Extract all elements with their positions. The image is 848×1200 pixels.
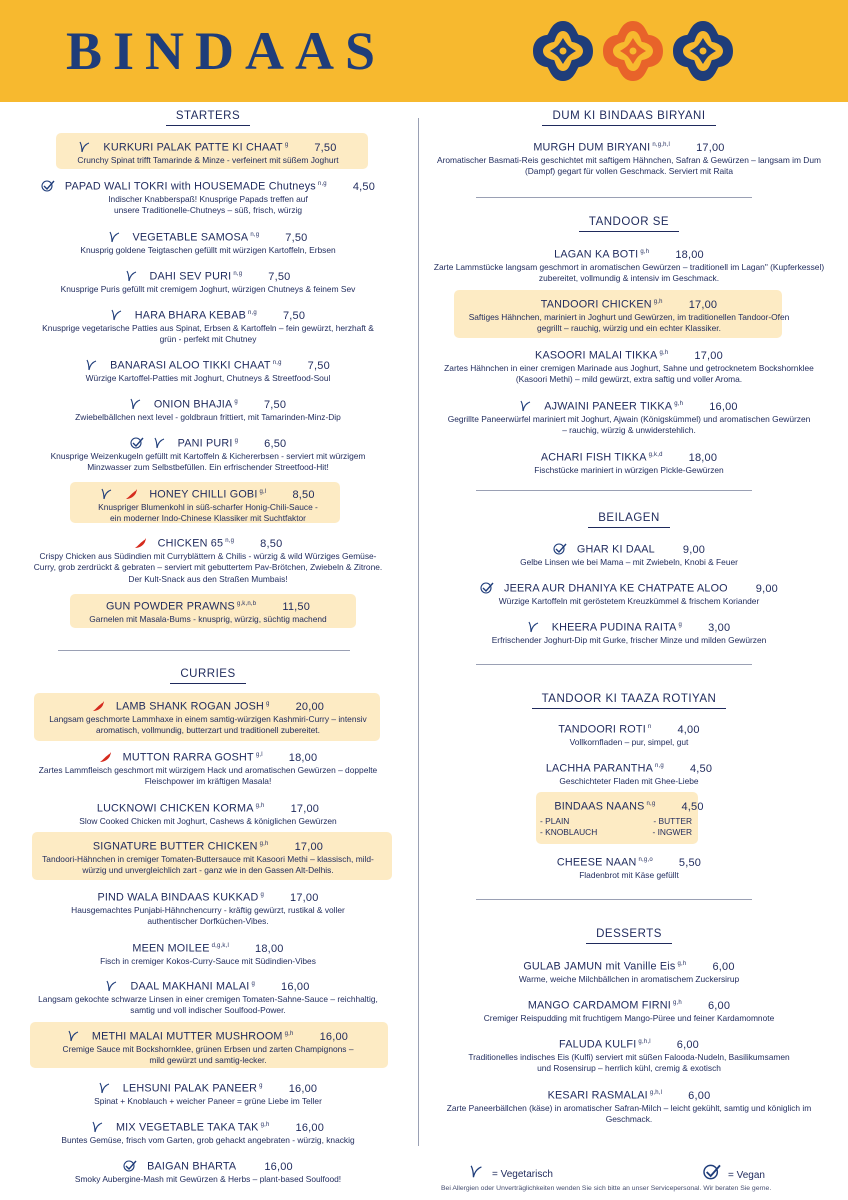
leaf-sprout-icon bbox=[86, 359, 100, 371]
header-banner bbox=[0, 0, 848, 102]
tile-ornament-icon bbox=[530, 18, 736, 84]
vegan-check-icon bbox=[702, 1164, 722, 1180]
column-divider bbox=[418, 118, 419, 1146]
menu-item: KURKURI PALAK PATTE KI CHAAT $^g$ 7,50 Crunchy Spinat trifft Tamarinde & Minze - verfeinert mit süßem Joghurt bbox=[77, 141, 339, 165]
leaf-sprout-icon bbox=[92, 1121, 106, 1133]
section-title-biryani: DUM KI BINDAAS BIRYANI bbox=[426, 110, 832, 122]
section-divider bbox=[476, 490, 752, 491]
menu-item: METHI MALAI MUTTER MUSHROOM $^{g,h}$ 16,00 Cremige Sauce mit Bockshornklee, grünen Erbsen und zarten Champignons – mild gewürzt und samtig-lecker. bbox=[62, 1030, 354, 1066]
vegan-check-icon bbox=[130, 437, 144, 449]
leaf-sprout-icon bbox=[79, 141, 93, 153]
allergy-footnote: Bei Allergien oder Unverträglichkeiten wenden Sie sich bitte an unser Servicepersonal. Wir beraten Sie gerne. bbox=[441, 1185, 772, 1192]
right-column bbox=[426, 102, 832, 1200]
leaf-sprout-icon bbox=[528, 621, 542, 633]
menu-item: MUTTON RARRA GOSHT $^{g,l}$ 18,00 Zartes Lammfleisch geschmort mit würzigem Hack und aromatischen Gewürzen – doppelte Fleischpower im kräftigen Masala! bbox=[38, 751, 378, 787]
chili-icon bbox=[99, 751, 113, 763]
menu-item: TANDOORI CHICKEN $^{g,h}$ 17,00 Saftiges Hähnchen, mariniert in Joghurt und Gewürzen, im traditionellen Tandoor-Ofen gegrillt – rauchig, würzig und ein echter Klassiker. bbox=[468, 298, 790, 334]
menu-item: MANGO CARDAMOM FIRNI $^{g,h}$ 6,00 Cremiger Reispudding mit fruchtigem Mango-Püree und feiner Kardamomnote bbox=[483, 999, 775, 1023]
section-title-tandoor: TANDOOR SE bbox=[426, 216, 832, 228]
brand-logo: BINDAAS bbox=[66, 21, 387, 81]
menu-item: LAGAN KA BOTI $^{g,h}$ 18,00 Zarte Lammstücke langsam geschmort in aromatischen Gewürzen – traditionell im Lagan" (Kupferkessel) zubereitet, vollmundig & intensiv im Geschmack. bbox=[433, 248, 825, 284]
menu-item: MIX VEGETABLE TAKA TAK $^{g,h}$ 16,00 Buntes Gemüse, frisch vom Garten, grob gehackt angebraten - würzig, knackig bbox=[61, 1121, 355, 1145]
menu-item: CHICKEN 65 $^{n,g}$ 8,50 Crispy Chicken aus Südindien mit Curryblättern & Chilis - würzig & wild Würziges Gemüse-Curry, grob zerdrückt & gebraten – serviert mit gebuttertem Pav-Brötchen, Zwiebeln & Zitrone. Der Kult-Snack aus den Straßen Mumbais! bbox=[33, 537, 383, 584]
leaf-sprout-icon bbox=[99, 1082, 113, 1094]
section-title-desserts: DESSERTS bbox=[426, 928, 832, 940]
section-divider bbox=[476, 197, 752, 198]
leaf-sprout-icon bbox=[111, 309, 125, 321]
menu-item: KHEERA PUDINA RAITA $^g$ 3,00 Erfrischender Joghurt-Dip mit Gurke, frischer Minze und milden Gewürzen bbox=[491, 621, 767, 645]
menu-item: GULAB JAMUN mit Vanille Eis $^{g,h}$ 6,00 Warme, weiche Milchbällchen in aromatischem Zuckersirup bbox=[518, 960, 740, 984]
menu-item: BINDAAS NAANS $^{n,g}$ 4,50 - PLAIN - BUTTER - KNOBLAUCH - INGWER bbox=[540, 800, 704, 838]
menu-item: LUCKNOWI CHICKEN KORMA $^{g,h}$ 17,00 Slow Cooked Chicken mit Joghurt, Cashews & königlichen Gewürzen bbox=[79, 802, 337, 826]
menu-item: KASOORI MALAI TIKKA $^{g,h}$ 17,00 Zartes Hähnchen in einer cremigen Marinade aus Joghurt, Sahne und getrocknetem Bockshornklee (Kasoori Methi) – mild gewürzt, extra saftig und voller Aroma. bbox=[444, 349, 814, 385]
leaf-sprout-icon bbox=[130, 398, 144, 410]
menu-item: ACHARI FISH TIKKA $^{g,k,d}$ 18,00 Fischstücke mariniert in würzigen Pickle-Gewürzen bbox=[534, 451, 724, 475]
menu-item: KESARI RASMALAI $^{g,h,l}$ 6,00 Zarte Paneerbällchen (käse) in aromatischer Safran-Milch – leicht gekühlt, samtig und königlich im Geschmack. bbox=[446, 1089, 812, 1125]
section-title-beilagen: BEILAGEN bbox=[426, 512, 832, 524]
left-column bbox=[18, 102, 398, 1200]
vegan-check-icon bbox=[553, 543, 567, 555]
menu-item: BAIGAN BHARTA 16,00 Smoky Aubergine-Mash mit Gewürzen & Herbs – plant-based Soulfood! bbox=[74, 1160, 342, 1184]
menu-item: MURGH DUM BIRYANI $^{n,g,h,l}$ 17,00 Aromatischer Basmati-Reis geschichtet mit saftigem Hähnchen, Safran & Gewürzen – langsam im Dum (Dampf) gegart für vollen Geschmack. Serviert mit Raita bbox=[436, 141, 821, 177]
menu-item: GUN POWDER PRAWNS $^{g,k,n,b}$ 11,50 Garnelen mit Masala-Bums - knusprig, würzig, süchtig machend bbox=[89, 600, 327, 624]
section-divider bbox=[58, 650, 350, 651]
leaf-sprout-icon bbox=[106, 980, 120, 992]
menu-item: TANDOORI ROTI $^n$ 4,00 Vollkornfladen – pur, simpel, gut bbox=[558, 723, 700, 747]
menu-item: LACHHA PARANTHA $^{n,g}$ 4,50 Geschichteter Fladen mit Ghee-Liebe bbox=[545, 762, 713, 786]
leaf-sprout-icon bbox=[109, 231, 123, 243]
chili-icon bbox=[125, 488, 139, 500]
section-divider bbox=[476, 664, 752, 665]
menu-item: LEHSUNI PALAK PANEER $^g$ 16,00 Spinat + Knoblauch + weicher Paneer = grüne Liebe im Teller bbox=[94, 1082, 322, 1106]
menu-item: GHAR KI DAAL 9,00 Gelbe Linsen wie bei Mama – mit Zwiebeln, Knobi & Feuer bbox=[520, 543, 738, 567]
menu-item: DAHI SEV PURI $^{n,g}$ 7,50 Knusprige Puris gefüllt mit cremigem Joghurt, würzigen Chutneys & feinem Sev bbox=[60, 270, 356, 294]
vegan-check-icon bbox=[480, 582, 494, 594]
menu-item: BANARASI ALOO TIKKI CHAAT $^{n,g}$ 7,50 Würzige Kartoffel-Patties mit Joghurt, Chutneys & Streetfood-Soul bbox=[85, 359, 331, 383]
leaf-sprout-icon bbox=[101, 488, 115, 500]
menu-item: SIGNATURE BUTTER CHICKEN $^{g,h}$ 17,00 Tandoori-Hähnchen in cremiger Tomaten-Buttersauce mit Kasoori Methi – klassisch, mild-würzig und unvergleichlich zart - ganz wie in den Gassen Alt-Delhis. bbox=[42, 840, 374, 876]
menu-item: PANI PURI $^g$ 6,50 Knusprige Weizenkugeln gefüllt mit Kartoffeln & Kichererbsen - serviert mit würzigem Minzwasser zum Selbstbefüllen. Ein erfrischender Streetfood-Hit! bbox=[50, 437, 366, 473]
section-title-rotiyan: TANDOOR KI TAAZA ROTIYAN bbox=[426, 693, 832, 705]
section-title-curries: CURRIES bbox=[18, 668, 398, 680]
section-divider bbox=[476, 899, 752, 900]
leaf-sprout-icon bbox=[520, 400, 534, 412]
vegan-check-icon bbox=[41, 180, 55, 192]
menu-item: HARA BHARA KEBAB $^{n,g}$ 7,50 Knusprige vegetarische Patties aus Spinat, Erbsen & Kartoffeln – fein gewürzt, herzhaft & grün - perfekt mit Chutney bbox=[42, 309, 374, 345]
menu-item: HONEY CHILLI GOBI $^{g,l}$ 8,50 Knuspriger Blumenkohl in süß-scharfer Honig-Chili-Sauce - ein moderner Indo-Chinese Klassiker mit Suchtfaktor bbox=[98, 488, 318, 524]
menu-item: FALUDA KULFI $^{g,h,l}$ 6,00 Traditionelles indisches Eis (Kulfi) serviert mit süßen Falooda-Nudeln, Basilikumsamen und Rosensirup – herrlich kühl, cremig & exotisch bbox=[468, 1038, 790, 1074]
menu-item: AJWAINI PANEER TIKKA $^{g,h}$ 16,00 Gegrillte Paneerwürfel mariniert mit Joghurt, Ajwain (Königskümmel) und aromatischen Gewürzen – rauchig, würzig & unwiderstehlich. bbox=[447, 400, 811, 436]
menu-item: PAPAD WALI TOKRI with HOUSEMADE Chutneys $^{n,g}$ 4,50 Indischer Knabberspaß! Knusprige Papads treffen auf unsere Traditionelle-Chutneys – süß, frisch, würzig bbox=[18, 177, 398, 217]
menu-item: ONION BHAJIA $^g$ 7,50 Zwiebelbällchen next level - goldbraun frittiert, mit Tamarinden-Minz-Dip bbox=[75, 398, 341, 422]
naan-options: - PLAIN - BUTTER - KNOBLAUCH - INGWER bbox=[540, 815, 692, 838]
menu-item: DAAL MAKHANI MALAI $^g$ 16,00 Langsam gekochte schwarze Linsen in einer cremigen Tomaten-Sahne-Sauce – reichhaltig, samtig und voll indischer Soulfood-Power. bbox=[38, 980, 378, 1016]
legend-vegan: = Vegan bbox=[702, 1164, 765, 1181]
vegan-check-icon bbox=[123, 1160, 137, 1172]
menu-item: LAMB SHANK ROGAN JOSH $^g$ 20,00 Langsam geschmorte Lammhaxe in einem samtig-würzigen Kashmiri-Curry – intensiv aromatisch, vollmundig, butterzart und traditionell zubereitet. bbox=[49, 700, 367, 736]
section-title-starters: STARTERS bbox=[18, 110, 398, 122]
menu-item: VEGETABLE SAMOSA $^{n,g}$ 7,50 Knusprig goldene Teigtaschen gefüllt mit würzigen Kartoffeln, Erbsen bbox=[80, 231, 336, 255]
leaf-sprout-icon bbox=[470, 1164, 486, 1179]
leaf-sprout-icon bbox=[126, 270, 140, 282]
leaf-sprout-icon bbox=[154, 437, 168, 449]
chili-icon bbox=[92, 700, 106, 712]
menu-item: PIND WALA BINDAAS KUKKAD $^g$ 17,00 Hausgemachtes Punjabi-Hähnchencurry - kräftig gewürzt, rustikal & voller authentischer Dorfküchen-Vibes. bbox=[71, 891, 345, 927]
menu-item: JEERA AUR DHANIYA KE CHATPATE ALOO 9,00 Würzige Kartoffeln mit geröstetem Kreuzkümmel & frischem Koriander bbox=[426, 579, 832, 607]
menu-item: MEEN MOILEE $^{d,g,k,l}$ 18,00 Fisch in cremiger Kokos-Curry-Sauce mit Südindien-Vibes bbox=[100, 942, 316, 966]
legend-veg: = Vegetarisch bbox=[470, 1164, 553, 1180]
leaf-sprout-icon bbox=[68, 1030, 82, 1042]
chili-icon bbox=[134, 537, 148, 549]
menu-item: CHEESE NAAN $^{n,g,o}$ 5,50 Fladenbrot mit Käse gefüllt bbox=[556, 856, 702, 880]
